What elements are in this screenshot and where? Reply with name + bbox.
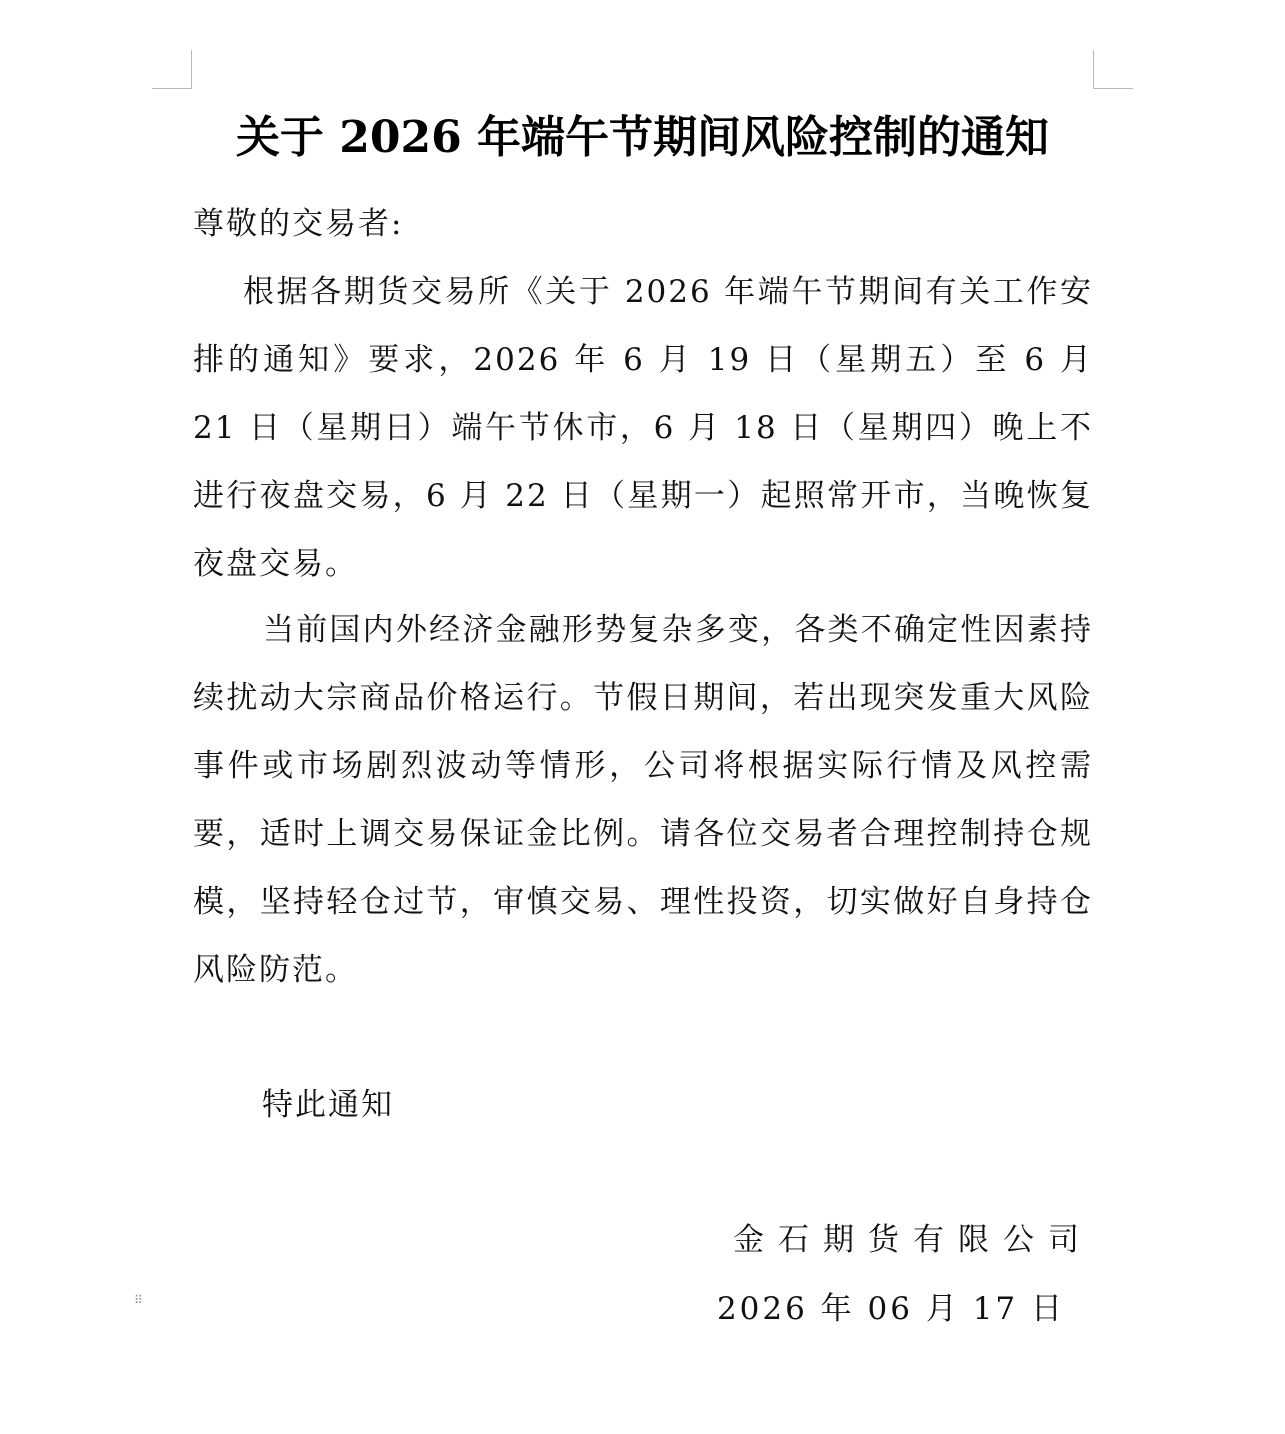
page-corner-mark-top-left [152,50,192,89]
page-corner-mark-top-right [1093,50,1133,89]
paragraph-risk: 当前国内外经济金融形势复杂多变，各类不确定性因素持续扰动大宗商品价格运行。节假日期间，若出现突发重大风险事件或市场剧烈波动等情形，公司将根据实际行情及风控需要，适时上调交易保证金比例。请各位交易者合理控制持仓规模，坚持轻仓过节，审慎交易、理性投资，切实做好自身持仓风险防范。 [193,612,1093,988]
paragraph-schedule: 根据各期货交易所《关于 2026 年端午节期间有关工作安排的通知》要求，2026 年 6 月 19 日（星期五）至 6 月 21 日（星期日）端午节休市，6 月 18 日（星期四）晚上不进行夜盘交易，6 月 22 日（星期一）起照常开市，当晚恢复夜盘交易。 [193,274,1093,582]
salutation: 尊敬的交易者: [193,206,404,242]
company-signature: 金石期货有限公司 [733,1222,1093,1258]
document-date: 2026 年 06 月 17 日 [716,1291,1065,1327]
drag-handle-icon[interactable]: ⠿ [134,1293,144,1307]
document-title: 关于 2026 年端午节期间风险控制的通知 [235,112,1050,163]
closing-line: 特此通知 [262,1087,394,1123]
